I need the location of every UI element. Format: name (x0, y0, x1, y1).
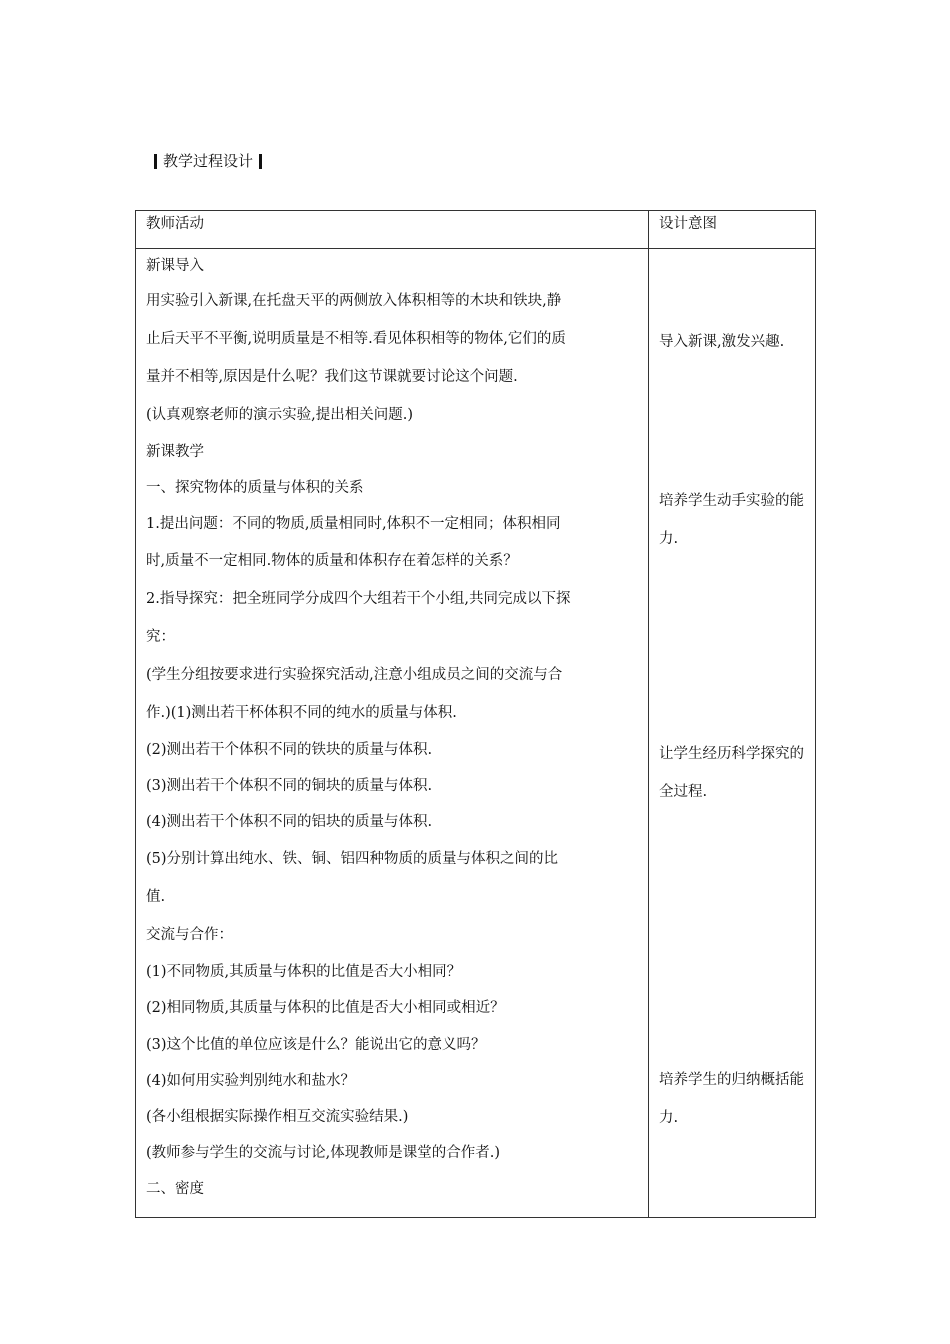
activity-line: (3)这个比值的单位应该是什么？能说出它的意义吗？ (146, 1037, 486, 1053)
activity-line: 止后天平不平衡,说明质量是不相等.看见体积相等的物体,它们的质 (146, 331, 566, 347)
activity-line: 交流与合作： (146, 927, 233, 943)
header-intent: 设计意图 (649, 211, 816, 249)
activity-line: 量并不相等,原因是什么呢？我们这节课就要讨论这个问题. (146, 369, 518, 385)
activity-line: (4)如何用实验判别纯水和盐水？ (146, 1073, 356, 1089)
intent-note: 让学生经历科学探究的全过程. (659, 746, 804, 800)
activity-cell (136, 249, 649, 1218)
activity-line: (5)分别计算出纯水、铁、铜、铝四种物质的质量与体积之间的比 (146, 851, 559, 867)
activity-line: (学生分组按要求进行实验探究活动,注意小组成员之间的交流与合 (146, 667, 563, 683)
activity-line: 值. (146, 889, 166, 905)
activity-line: (2)相同物质,其质量与体积的比值是否大小相同或相近？ (146, 1000, 505, 1016)
activity-line: 新课教学 (146, 444, 204, 460)
table-header-row (136, 211, 816, 249)
activity-line: (2)测出若干个体积不同的铁块的质量与体积. (146, 742, 433, 758)
activity-line: (认真观察老师的演示实验,提出相关问题.) (146, 407, 414, 423)
activity-line: 作.)(1)测出若干杯体积不同的纯水的质量与体积. (146, 705, 457, 721)
table-body-row (136, 249, 816, 1218)
intent-note: 导入新课,激发兴趣. (659, 334, 785, 350)
intent-cell (649, 249, 816, 1218)
activity-line: 1.提出问题：不同的物质,质量相同时,体积不一定相同；体积相同 (146, 516, 561, 532)
activity-line: (1)不同物质,其质量与体积的比值是否大小相同？ (146, 964, 462, 980)
activity-line: (各小组根据实际操作相互交流实验结果.) (146, 1109, 409, 1125)
activity-line: (教师参与学生的交流与讨论,体现教师是课堂的合作者.) (146, 1145, 501, 1161)
header-activity: 教师活动 (136, 211, 649, 249)
section-heading (148, 150, 268, 172)
activity-line: 究： (146, 629, 175, 645)
intent-notes (649, 249, 815, 1217)
activity-line: (4)测出若干个体积不同的铝块的质量与体积. (146, 814, 433, 830)
intent-note: 培养学生动手实验的能力. (659, 493, 804, 547)
intent-note: 培养学生的归纳概括能力. (659, 1072, 804, 1126)
lesson-plan-table (135, 210, 816, 1218)
section-title: 教学过程设计 (163, 152, 254, 170)
activity-line: (3)测出若干个体积不同的铜块的质量与体积. (146, 778, 433, 794)
activity-line: 2.指导探究：把全班同学分成四个大组若干个小组,共同完成以下探 (146, 591, 571, 607)
heading-bar-right (259, 154, 262, 169)
activity-line: 时,质量不一定相同.物体的质量和体积存在着怎样的关系？ (146, 553, 518, 569)
activity-line: 新课导入 (146, 258, 204, 274)
activity-line: 一、探究物体的质量与体积的关系 (146, 480, 364, 496)
activity-line: 用实验引入新课,在托盘天平的两侧放入体积相等的木块和铁块,静 (146, 293, 562, 309)
activity-line: 二、密度 (146, 1181, 204, 1197)
activity-lines (146, 249, 638, 1207)
heading-bar-left (154, 154, 157, 169)
